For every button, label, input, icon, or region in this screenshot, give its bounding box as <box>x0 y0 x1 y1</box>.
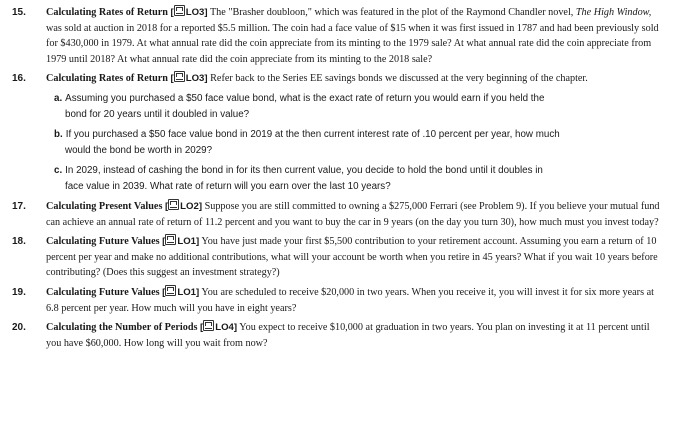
learning-objective: [ LO4] <box>200 322 238 334</box>
problem-text: You expect to receive $10,000 at graduation in two years. You plan on investing it at 11 percent until you have $60,000. How long will you wait from now? <box>46 322 650 349</box>
problem-text: You are scheduled to receive $20,000 in two years. When you receive it, you will invest it for six more years at 6.8 percent per year. How much will you have in eight years? <box>46 286 654 314</box>
learning-objective: [ LO2] <box>164 200 203 212</box>
problem-number: 20. <box>12 322 26 334</box>
problem-title: Calculating the Number of Periods <box>46 322 198 334</box>
sub-question-b: b. If you purchased a $50 face value bond in 2019 at the then current interest rate of .10 percent per year, how much would the bond be worth in 2029? <box>54 128 560 156</box>
excel-icon <box>168 199 179 210</box>
problem-text: Refer back to the Series EE savings bonds we discussed at the very beginning of the chapter. <box>210 73 588 85</box>
problem-16 <box>10 71 667 195</box>
excel-icon <box>165 285 176 296</box>
problem-title: Calculating Future Values <box>46 286 160 298</box>
problem-title: Calculating Present Values <box>46 200 163 212</box>
learning-objective: [ LO1] <box>162 286 200 298</box>
learning-objective: [ LO1] <box>162 236 200 248</box>
excel-icon <box>165 234 176 245</box>
excel-icon <box>174 71 185 82</box>
problem-number: 18. <box>12 236 26 248</box>
problem-title: Calculating Rates of Return <box>46 73 168 85</box>
problem-text: You have just made your first $5,500 contribution to your retirement account. Assuming you earn a return of 10 percent per year and make no additional contributions, what will your account be worth when you retire in 45 years? What if you wait 10 years before contributing? (Does this suggest an investment strategy?) <box>46 236 658 279</box>
problem-text: The "Brasher doubloon," which was featured in the plot of the Raymond Chandler novel, <box>209 7 574 18</box>
problem-title: Calculating Rates of Return <box>46 7 168 18</box>
problem-title: Calculating Future Values <box>46 236 160 248</box>
problem-18 <box>10 234 667 281</box>
problem-20 <box>10 320 667 351</box>
problem-number: 19. <box>12 286 26 298</box>
problem-text-cont: was sold at auction in 2018 for a reported $5.5 million. The coin had a face value of $15 when it was first issued in 1787 and had been previously sold for $430,000 in 1979. At what annual rate did the coin appreciate from its minting to the 1979 sale? At what annual rate did the coin appreciate from 1979 until 2018? At what annual rate did the coin appreciate from its minting to the 2018 sale? <box>46 22 659 65</box>
problem-number: 16. <box>12 73 26 85</box>
excel-icon <box>203 320 214 331</box>
problem-text: Suppose you are still committed to owning a $275,000 Ferrari (see Problem 9). If you believe your mutual fund can achieve an annual rate of return of 11.2 percent and you want to buy the car in 9 years (on the day you turn 30), how much must you invest today? <box>46 200 660 228</box>
problem-19 <box>10 285 667 316</box>
novel-title: The High Window, <box>575 7 652 18</box>
problem-number: 17. <box>12 200 26 212</box>
excel-icon <box>174 5 185 16</box>
learning-objective: [ LO3] <box>170 7 208 18</box>
sub-question-a: a. Assuming you purchased a $50 face value bond, what is the exact rate of return you would earn if you held the bond for 20 years until it doubled in value? <box>54 92 545 120</box>
problem-number: 15. <box>12 7 26 18</box>
learning-objective: [ LO3] <box>170 73 208 85</box>
problem-17 <box>10 199 667 230</box>
sub-question-c: c. In 2029, instead of cashing the bond in for its then current value, you decide to hold the bond until it doubles in face value in 2039. What rate of return will you earn over the last 10 years? <box>54 164 543 192</box>
problem-15 <box>10 5 667 67</box>
